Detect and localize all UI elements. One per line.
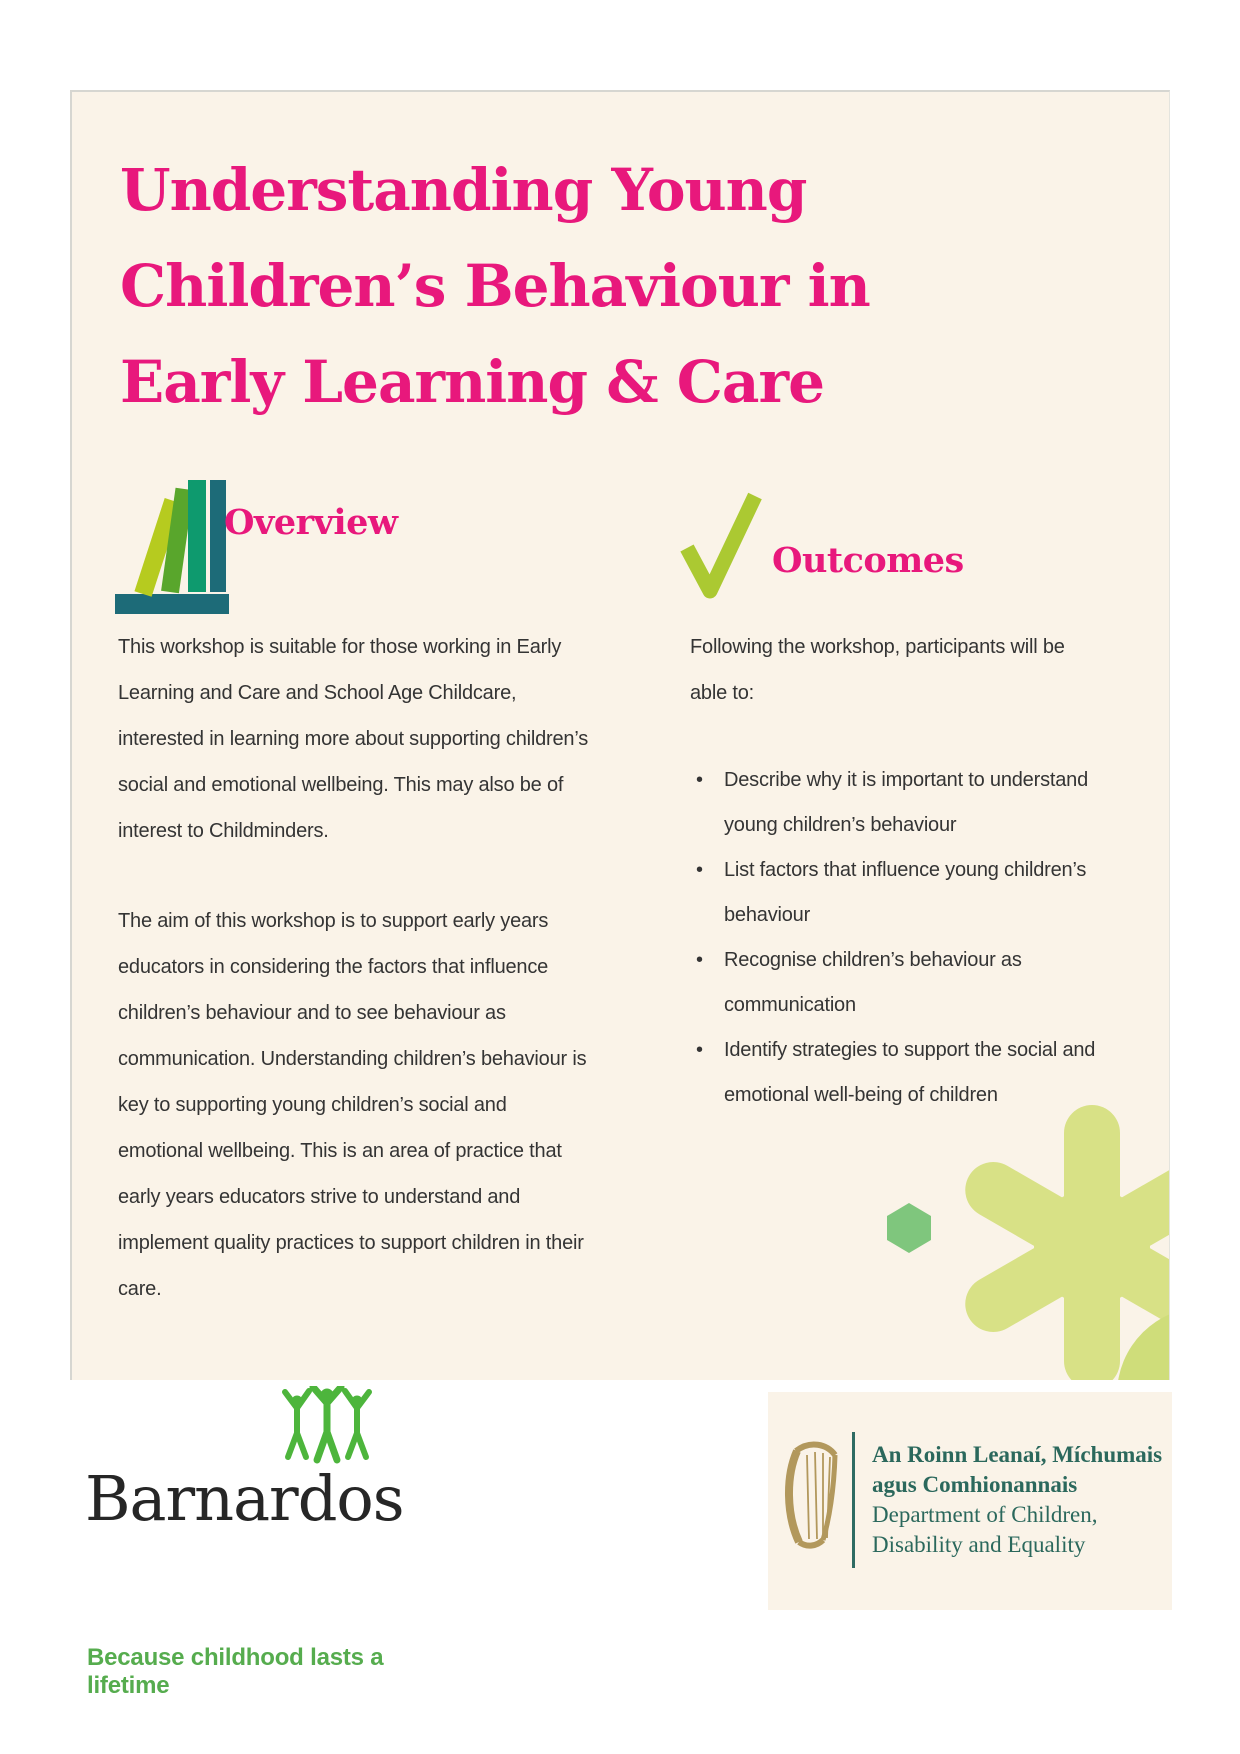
page-title-line3: Early Learning & Care (120, 348, 824, 416)
page-title-line2: Children’s Behaviour in (120, 252, 870, 320)
gov-english-line1: Department of Children, (872, 1502, 1098, 1527)
overview-paragraph-2: The aim of this workshop is to support early years educators in considering the factors that influence children’s behaviour and to see behaviour as communication. Understanding children’s behaviour is key to supporting young children’s social and emotional wellbeing. This is an area of practice that early years educators strive to understand and implement quality practices to support children in their care. (118, 910, 587, 1300)
outcomes-bullet-1: • Describe why it is important to understand young children’s behaviour (724, 758, 1096, 848)
page-title (120, 142, 870, 430)
people-figures-icon (275, 1386, 379, 1471)
overview-paragraph-1: This workshop is suitable for those working in Early Learning and Care and School Age Childcare, interested in learning more about supporting children’s social and emotional wellbeing. This may also be of interest to Childminders. (118, 636, 589, 842)
government-logo (768, 1392, 1172, 1610)
page-title-line1: Understanding Young (120, 156, 807, 224)
outcomes-heading: Outcomes (772, 540, 964, 581)
barnardos-wordmark: Barnardos (85, 1462, 404, 1535)
outcomes-list (724, 758, 1096, 1118)
overview-heading: Overview (224, 502, 398, 543)
content-panel (70, 90, 1170, 1380)
gov-text (872, 1440, 1168, 1560)
barnardos-tagline: Because childhood lasts a lifetime (87, 1644, 384, 1699)
hexagon-decoration (885, 1202, 933, 1259)
overview-text (118, 624, 596, 1356)
gov-english-line2: Disability and Equality (872, 1532, 1086, 1557)
barnardos-logo (85, 1382, 445, 1712)
bookshelf-icon (114, 448, 232, 621)
checkmark-icon (680, 488, 762, 605)
harp-icon (782, 1438, 842, 1559)
outcomes-bullet-2: • List factors that influence young children’s behaviour (724, 848, 1096, 938)
outcomes-bullet-4: • Identify strategies to support the social and emotional well-being of children (724, 1028, 1096, 1118)
flower-decoration (942, 1097, 1170, 1380)
outcomes-bullet-3: • Recognise children’s behaviour as communication (724, 938, 1096, 1028)
outcomes-intro: Following the workshop, participants will be able to: (690, 636, 1065, 704)
gov-irish-line2: agus Comhionannais (872, 1472, 1078, 1497)
gov-logo-divider (852, 1432, 855, 1568)
gov-irish-line1: An Roinn Leanaí, Míchumais (872, 1442, 1163, 1467)
